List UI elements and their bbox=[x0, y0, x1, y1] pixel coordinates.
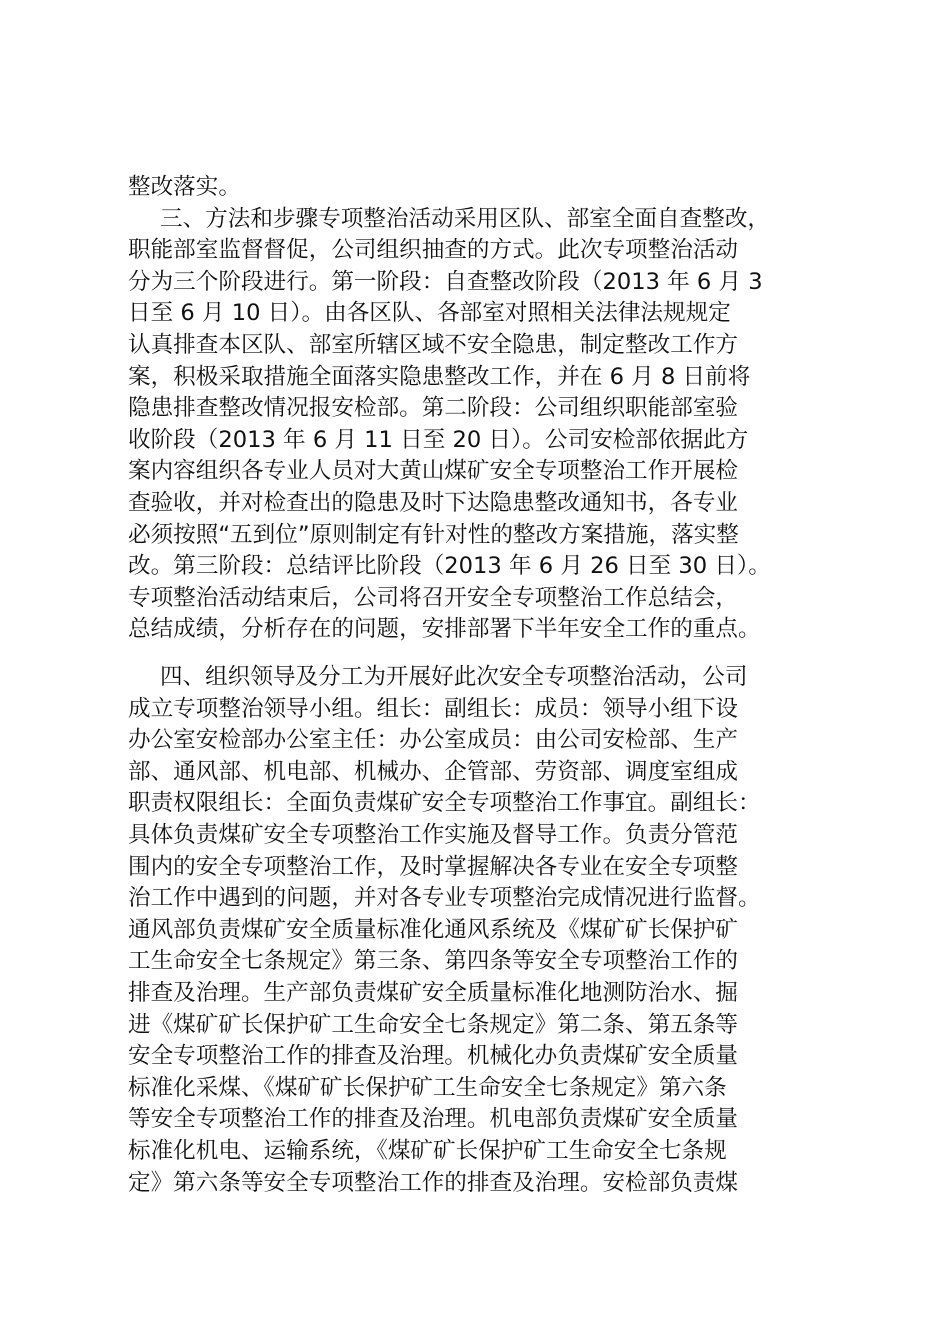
text-line: 案内容组织各专业人员对大黄山煤矿安全专项整治工作开展检 bbox=[128, 458, 739, 485]
text-line: 职责权限组长：全面负责煤矿安全专项整治工作事宜。副组长： bbox=[128, 790, 761, 817]
text-line: 通风部负责煤矿安全质量标准化通风系统及《煤矿矿长保护矿 bbox=[128, 916, 739, 943]
text-line: 部、通风部、机电部、机械办、企管部、劳资部、调度室组成 bbox=[128, 758, 739, 785]
text-line: 办公室安检部办公室主任：办公室成员：由公司安检部、生产 bbox=[128, 727, 739, 754]
text-line: 分为三个阶段进行。第一阶段：自查整改阶段（2013 年 6 月 3 bbox=[128, 268, 763, 295]
paragraph-section-four bbox=[128, 662, 848, 1199]
text-line: 查验收，并对检查出的隐患及时下达隐患整改通知书，各专业 bbox=[128, 489, 739, 516]
text-line: 隐患排查整改情况报安检部。第二阶段：公司组织职能部室验 bbox=[128, 395, 739, 422]
text-line: 总结成绩，分析存在的问题，安排部署下半年安全工作的重点。 bbox=[128, 616, 761, 643]
text-line: 案，积极采取措施全面落实隐患整改工作，并在 6 月 8 日前将 bbox=[128, 363, 751, 390]
text-line: 必须按照“五到位”原则制定有针对性的整改方案措施，落实整 bbox=[128, 521, 739, 548]
text-line: 收阶段（2013 年 6 月 11 日至 20 日）。公司安检部依据此方 bbox=[128, 426, 749, 453]
text-line: 具体负责煤矿安全专项整治工作实施及督导工作。负责分管范 bbox=[128, 821, 739, 848]
text-line: 等安全专项整治工作的排查及治理。机电部负责煤矿安全质量 bbox=[128, 1106, 739, 1133]
text-line: 工生命安全七条规定》第三条、第四条等安全专项整治工作的 bbox=[128, 948, 739, 975]
text-line: 安全专项整治工作的排查及治理。机械化办负责煤矿安全质量 bbox=[128, 1043, 739, 1070]
text-line: 三、方法和步骤专项整治活动采用区队、部室全面自查整改， bbox=[160, 205, 771, 232]
text-line: 认真排查本区队、部室所辖区域不安全隐患，制定整改工作方 bbox=[128, 331, 739, 358]
text-line: 治工作中遇到的问题，并对各专业专项整治完成情况进行监督。 bbox=[128, 885, 761, 912]
text-line: 排查及治理。生产部负责煤矿安全质量标准化地测防治水、掘 bbox=[128, 979, 739, 1006]
text-line: 定》第六条等安全专项整治工作的排查及治理。安检部负责煤 bbox=[128, 1169, 739, 1196]
text-line: 四、组织领导及分工为开展好此次安全专项整治活动，公司 bbox=[160, 664, 748, 690]
text-line: 职能部室监督督促，公司组织抽查的方式。此次专项整治活动 bbox=[128, 237, 739, 264]
text-line: 专项整治活动结束后，公司将召开安全专项整治工作总结会， bbox=[128, 584, 739, 611]
paragraph-section-three bbox=[128, 172, 848, 646]
text-line: 日至 6 月 10 日）。由各区队、各部室对照相关法律法规规定 bbox=[128, 300, 731, 327]
text-line: 标准化机电、运输系统，《煤矿矿长保护矿工生命安全七条规 bbox=[128, 1137, 727, 1164]
text-line: 成立专项整治领导小组。组长：副组长：成员：领导小组下设 bbox=[128, 695, 739, 722]
text-line: 围内的安全专项整治工作，及时掌握解决各专业在安全专项整 bbox=[128, 853, 739, 880]
text-line: 进《煤矿矿长保护矿工生命安全七条规定》第二条、第五条等 bbox=[128, 1011, 739, 1038]
text-line: 标准化采煤、《煤矿矿长保护矿工生命安全七条规定》第六条 bbox=[128, 1074, 727, 1101]
text-line: 整改落实。 bbox=[128, 174, 241, 200]
text-line: 改。第三阶段：总结评比阶段（2013 年 6 月 26 日至 30 日）。 bbox=[128, 553, 771, 580]
